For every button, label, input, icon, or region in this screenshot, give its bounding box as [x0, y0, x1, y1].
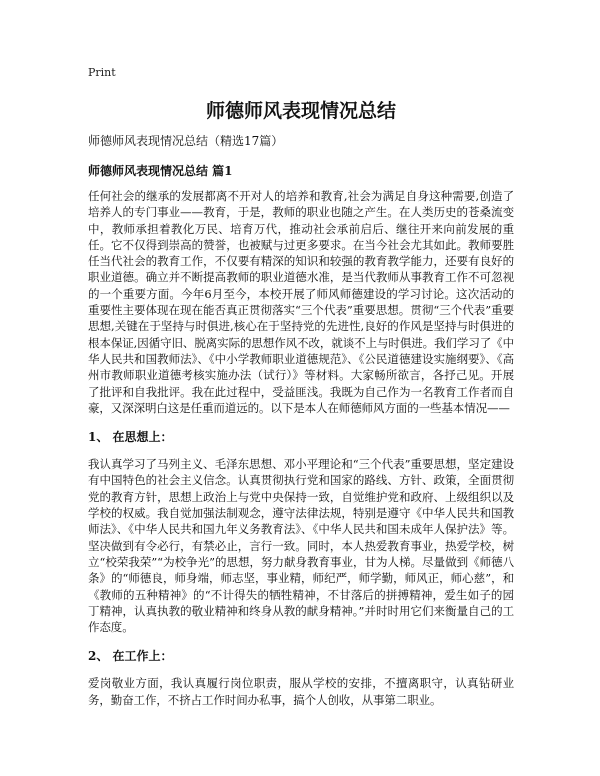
document-subtitle: 师德师风表现情况总结（精选17篇）: [88, 134, 284, 148]
section-title: 师德师风表现情况总结 篇1: [88, 164, 233, 178]
print-link[interactable]: Print: [88, 66, 116, 79]
heading-work: 2、 在工作上：: [88, 649, 173, 664]
document-title: 师德师风表现情况总结: [205, 100, 396, 122]
paragraph-ideology: 我认真学习了马列主义、毛泽东思想、邓小平理论和“三个代表”重要思想，坚定建设有中国特色的社会主义信念。认真贯彻执行党和国家的路线、方针、政策，全面贯彻党的教育方针，思想上政治上与党中央保持一致，自觉维护党和政府、上级组织以及学校的权威。我自觉加强法制观念，遵守法律法规，特别是遵守《中华人民共和国教师法》、《中华人民共和国九年义务教育法》、《中华人民共和国未成年人保护法》等。坚决做到有令必行，有禁必止，言行一致。同时，本人热爱教育事业，热爱学校，树立“校荣我荣”“为校争光”的思想，努力献身教育事业，甘为人梯。尽量做到《师德八条》的“师德良，师身端，师志坚，事业精，师纪严，师学勤，师风正，师心慈”，和《教师的五种精神》的“不计得失的牺牲精神，不甘落后的拼搏精神，爱生如子的园丁精神，认真执教的敬业精神和终身从教的献身精神。”并时时用它们来衡量自己的工作态度。: [88, 457, 514, 635]
paragraph-work: 爱岗敬业方面，我认真履行岗位职责，服从学校的安排，不擅离职守，认真钻研业务，勤奋工作，不挤占工作时间办私事，搞个人创收，从事第二职业。: [88, 676, 514, 707]
heading-ideology: 1、 在思想上：: [88, 430, 173, 445]
intro-paragraph: 任何社会的继承的发展都离不开对人的培养和教育,社会为满足自身这种需要,创造了培养人的专门事业——教育，于是，教师的职业也随之产生。在人类历史的苍桑流变中，教师承担着教化万民、培育万代，推动社会承前启后、继往开来向前发展的重任。它不仅得到崇高的赞誉，也被赋与过更多要求。在当今社会尤其如此。教师要胜任当代社会的教育工作，不仅要有精深的知识和较强的教育教学能力，还要有良好的职业道德。确立并不断提高教师的职业道德水准，是当代教师从事教育工作不可忽视的一个重要方面。今年6月至今，本校开展了师风师德建设的学习讨论。这次活动的重要性主要体现在现在能否真正贯彻落实“三个代表”重要思想。贯彻“三个代表”重要思想,关键在于坚持与时俱进,核心在于坚持党的先进性,良好的作风是坚持与时俱进的根本保证,因循守旧、脱离实际的思想作风不改，就谈不上与时俱进。我们学习了《中华人民共和国教师法》、《中小学教师职业道德规范》、《公民道德建设实施纲要》、《高州市教师职业道德考核实施办法（试行）》等材料。大家畅所欲言，各抒己见。开展了批评和自我批评。我在此过程中，受益匪浅。我既为自己作为一名教育工作者而自豪，又深深明白这是任重而道远的。以下是本人在师德师风方面的一些基本情况——: [88, 189, 514, 415]
